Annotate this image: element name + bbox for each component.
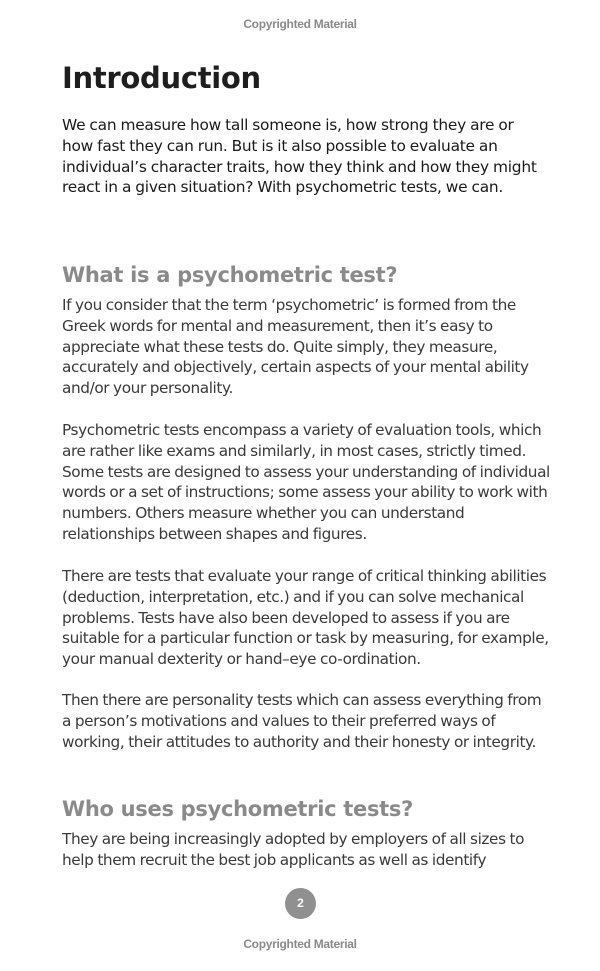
page-title: Introduction xyxy=(62,61,261,95)
section-heading-what-is: What is a psychometric test? xyxy=(62,263,398,287)
section-heading-who-uses: Who uses psychometric tests? xyxy=(62,797,413,821)
paragraph-what-is-2: Psychometric tests encompass a variety of evaluation tools, which are rather like exams and similarly, in most cases, strictly timed. Some tests are designed to assess your understanding of individual words or a set of instructions; some assess your ability to work with numbers. Others measure whether you can understand relationships between shapes and figures. xyxy=(62,421,550,543)
paragraph-what-is-3: There are tests that evaluate your range of critical thinking abilities (deduction, interpretation, etc.) and if you can solve mechanical problems. Tests have also been developed to assess if you are suitable for a particular function or task by measuring, for example, your manual dexterity or hand–eye co-ordination. xyxy=(62,567,549,669)
copyright-watermark-top: Copyrighted Material xyxy=(243,17,357,31)
copyright-watermark-bottom: Copyrighted Material xyxy=(243,937,357,951)
paragraph-what-is-4: Then there are personality tests which can assess everything from a person’s motivations and values to their preferred ways of working, their attitudes to authority and their honesty or integrity. xyxy=(62,691,542,751)
paragraph-who-uses-1: They are being increasingly adopted by employers of all sizes to help them recruit the best job applicants as well as identify xyxy=(62,830,525,869)
intro-paragraph: We can measure how tall someone is, how strong they are or how fast they can run. But is it also possible to evaluate an individual’s character traits, how they think and how they might react in a given situation? With psychometric tests, we can. xyxy=(62,116,537,197)
paragraph-what-is-1: If you consider that the term ‘psychometric’ is formed from the Greek words for mental and measurement, then it’s easy to appreciate what these tests do. Quite simply, they measure, accurately and objectively, certain aspects of your mental ability and/or your personality. xyxy=(62,296,529,398)
page-number-badge: 2 xyxy=(285,888,316,919)
